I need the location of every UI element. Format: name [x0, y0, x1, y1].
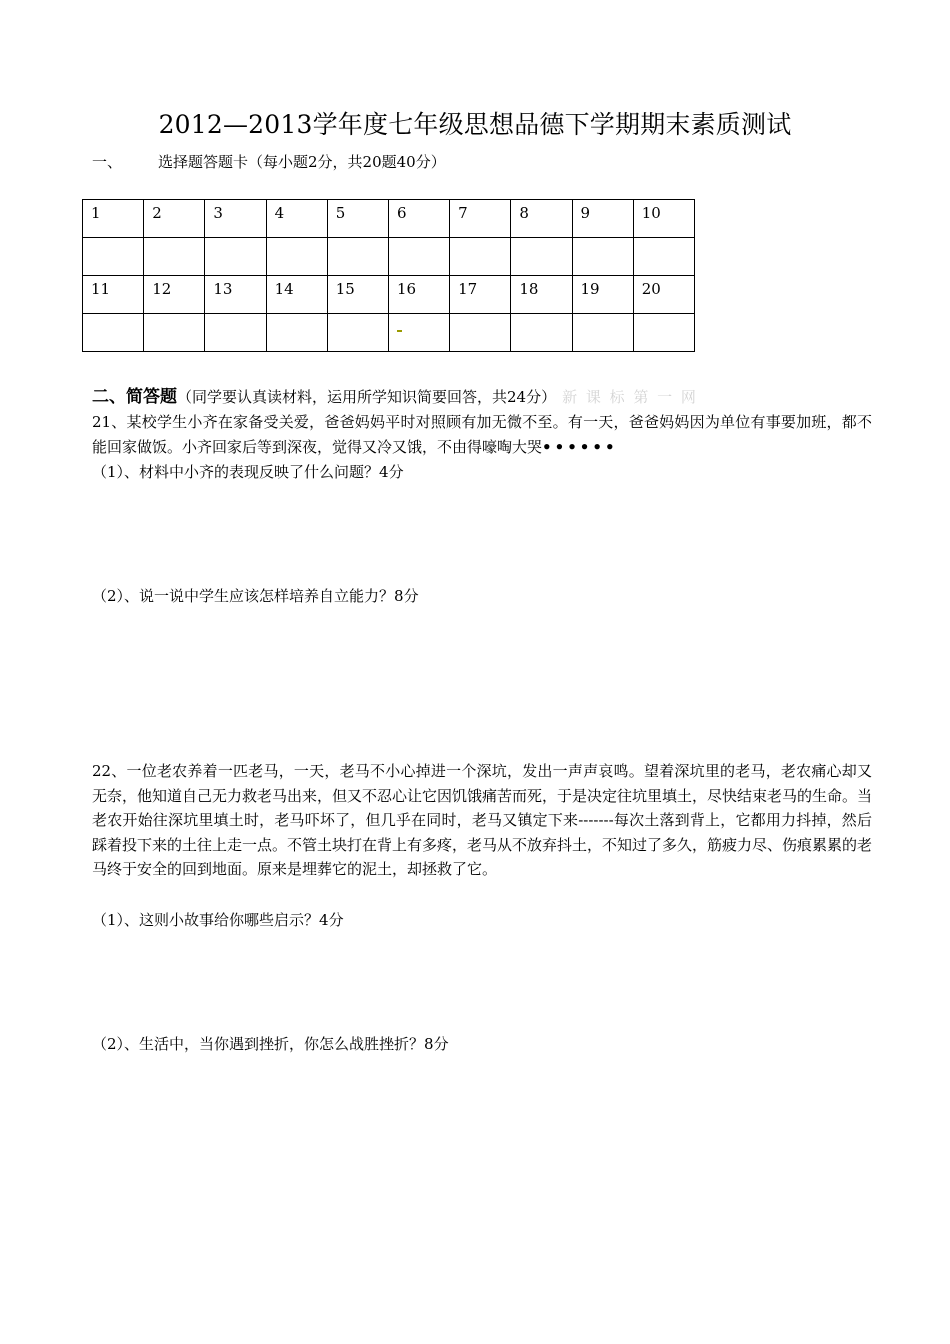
- question-21-sub-1: （1）、材料中小齐的表现反映了什么问题？4分: [92, 463, 404, 481]
- answer-cell[interactable]: [205, 238, 266, 276]
- section-one-heading: [92, 150, 446, 174]
- answer-cell[interactable]: [266, 238, 327, 276]
- question-number-cell: 18: [511, 276, 572, 314]
- question-number-cell: 19: [572, 276, 633, 314]
- section-two-title: 二、简答题: [92, 387, 177, 407]
- question-21-text: 21、某校学生小齐在家备受关爱，爸爸妈妈平时对照顾有加无微不至。有一天，爸爸妈妈因为单位有事要加班，都不能回家做饭。小齐回家后等到深夜，觉得又冷又饿，不由得嚎啕大哭: [92, 413, 872, 456]
- answer-cell[interactable]: [572, 238, 633, 276]
- answer-cell[interactable]: [511, 238, 572, 276]
- answer-cell[interactable]: [83, 238, 144, 276]
- answer-card-blank-row: [83, 314, 695, 352]
- page-title: 2012—2013学年度七年级思想品德下学期期末素质测试: [158, 110, 792, 139]
- answer-cell[interactable]: [327, 238, 388, 276]
- answer-card-blank-row: [83, 238, 695, 276]
- section-two-instruction: （同学要认真读材料，运用所学知识简要回答，共24分）: [177, 388, 557, 406]
- answer-cell[interactable]: [511, 314, 572, 352]
- answer-cell[interactable]: [327, 314, 388, 352]
- section-two-heading: [92, 385, 698, 409]
- answer-cell[interactable]: [388, 314, 449, 352]
- answer-cell[interactable]: [633, 238, 694, 276]
- answer-cell[interactable]: [144, 314, 205, 352]
- section-one-label: 选择题答题卡（每小题2分，共20题40分）: [158, 153, 446, 171]
- question-number-cell: 6: [388, 200, 449, 238]
- question-22-material: 22、一位老农养着一匹老马，一天，老马不小心掉进一个深坑，发出一声声哀鸣。望着深坑里的老马，老农痛心却又无奈，他知道自己无力救老马出来，但又不忍心让它因饥饿痛苦而死，于是决定往坑里填土，尽快结束老马的生命。当老农开始往深坑里填土时，老马吓坏了，但几乎在同时，老马又镇定下来-------每次土落到背上，它都用力抖掉，然后踩着投下来的土往上走一点。不管土块打在背上有多疼，老马从不放弃抖土，不知过了多久，筋疲力尽、伤痕累累的老马终于安全的回到地面。原来是埋葬它的泥土，却拯救了它。: [92, 762, 873, 878]
- pen-mark: [397, 330, 402, 332]
- question-number-cell: 15: [327, 276, 388, 314]
- question-number-cell: 13: [205, 276, 266, 314]
- question-22-sub-1: （1）、这则小故事给你哪些启示？4分: [92, 911, 344, 929]
- answer-cell[interactable]: [633, 314, 694, 352]
- question-number-cell: 5: [327, 200, 388, 238]
- question-number-cell: 1: [83, 200, 144, 238]
- watermark-text: 新 课 标 第 一 网: [562, 388, 698, 406]
- answer-cell[interactable]: [83, 314, 144, 352]
- question-number-cell: 10: [633, 200, 694, 238]
- question-21-sub-2: （2）、说一说中学生应该怎样培养自立能力？8分: [92, 587, 419, 605]
- answer-card-number-row: [83, 276, 695, 314]
- answer-card-number-row: [83, 200, 695, 238]
- answer-cell[interactable]: [144, 238, 205, 276]
- question-number-cell: 11: [83, 276, 144, 314]
- question-number-cell: 20: [633, 276, 694, 314]
- question-number-cell: 16: [388, 276, 449, 314]
- question-number-cell: 8: [511, 200, 572, 238]
- answer-cell[interactable]: [450, 238, 511, 276]
- section-one-number: 一、: [92, 153, 123, 171]
- answer-cell[interactable]: [266, 314, 327, 352]
- question-22-sub-2: （2）、生活中，当你遇到挫折，你怎么战胜挫折？8分: [92, 1035, 449, 1053]
- answer-cell[interactable]: [572, 314, 633, 352]
- ellipsis-dots: ••••••: [542, 437, 618, 456]
- answer-card-table: [82, 199, 695, 352]
- question-number-cell: 17: [450, 276, 511, 314]
- answer-cell[interactable]: [450, 314, 511, 352]
- answer-cell[interactable]: [388, 238, 449, 276]
- question-number-cell: 9: [572, 200, 633, 238]
- question-number-cell: 4: [266, 200, 327, 238]
- question-21-material: [92, 410, 872, 459]
- answer-cell[interactable]: [205, 314, 266, 352]
- question-number-cell: 14: [266, 276, 327, 314]
- question-number-cell: 12: [144, 276, 205, 314]
- question-number-cell: 3: [205, 200, 266, 238]
- question-number-cell: 2: [144, 200, 205, 238]
- question-number-cell: 7: [450, 200, 511, 238]
